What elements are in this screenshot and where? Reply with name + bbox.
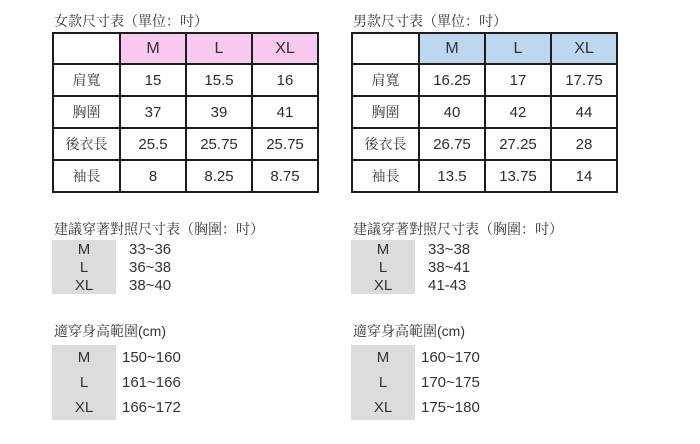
size-range: 38~41 bbox=[428, 258, 471, 276]
size-value-cell: 16 bbox=[252, 64, 318, 96]
size-value-cell: 14 bbox=[551, 160, 617, 192]
size-label: XL bbox=[52, 395, 116, 420]
size-value-cell: 26.75 bbox=[419, 128, 485, 160]
measurement-label-cell: 袖長 bbox=[352, 160, 419, 192]
table-row bbox=[352, 160, 617, 192]
men-height-guide-title: 適穿身高範圍(cm) bbox=[353, 323, 465, 339]
table-row bbox=[352, 64, 617, 96]
size-value-cell: 8 bbox=[120, 160, 186, 192]
measurement-label-cell: 肩寬 bbox=[53, 64, 120, 96]
size-value-cell: 15.5 bbox=[186, 64, 252, 96]
men-chest-guide-title: 建議穿著對照尺寸表（胸圍：吋） bbox=[353, 221, 563, 237]
size-label: M bbox=[52, 240, 116, 258]
measurement-label-cell: 肩寬 bbox=[352, 64, 419, 96]
size-label: L bbox=[351, 370, 415, 395]
women-size-table-title: 女款尺寸表（單位：吋） bbox=[54, 13, 208, 29]
men-size-table bbox=[351, 32, 618, 193]
table-row bbox=[53, 128, 318, 160]
measurement-label-cell: 胸圍 bbox=[352, 96, 419, 128]
men-chest-guide-rows bbox=[351, 240, 470, 294]
size-label: L bbox=[52, 370, 116, 395]
chest-guide-row bbox=[351, 276, 470, 294]
size-value-cell: 13.5 bbox=[419, 160, 485, 192]
size-range: 166~172 bbox=[122, 399, 181, 416]
size-value-cell: 8.75 bbox=[252, 160, 318, 192]
women-chest-guide-title: 建議穿著對照尺寸表（胸圍：吋） bbox=[54, 221, 264, 237]
size-range: 170~175 bbox=[421, 374, 480, 391]
table-row bbox=[352, 128, 617, 160]
size-col-header-xl: XL bbox=[551, 33, 617, 64]
size-value-cell: 25.5 bbox=[120, 128, 186, 160]
height-guide-row bbox=[52, 370, 181, 395]
size-value-cell: 8.25 bbox=[186, 160, 252, 192]
chest-guide-row bbox=[351, 258, 470, 276]
size-col-header-m: M bbox=[120, 33, 186, 64]
chest-guide-row bbox=[52, 276, 171, 294]
size-value-cell: 28 bbox=[551, 128, 617, 160]
height-guide-row bbox=[52, 395, 181, 420]
table-row bbox=[53, 96, 318, 128]
measurement-label-cell: 袖長 bbox=[53, 160, 120, 192]
corner-cell bbox=[53, 33, 120, 64]
size-range: 33~38 bbox=[428, 240, 471, 258]
size-label: M bbox=[351, 345, 415, 370]
size-label: L bbox=[351, 258, 415, 276]
women-height-guide-title: 適穿身高範圍(cm) bbox=[54, 323, 166, 339]
men-size-table-title: 男款尺寸表（單位：吋） bbox=[353, 13, 507, 29]
size-range: 150~160 bbox=[122, 349, 181, 366]
chest-guide-row bbox=[351, 240, 470, 258]
table-row bbox=[352, 96, 617, 128]
size-range: 161~166 bbox=[122, 374, 181, 391]
size-range: 38~40 bbox=[129, 276, 172, 294]
table-header-row bbox=[352, 33, 617, 64]
size-value-cell: 17.75 bbox=[551, 64, 617, 96]
size-range: 175~180 bbox=[421, 399, 480, 416]
women-height-guide-rows bbox=[52, 345, 181, 420]
size-label: XL bbox=[351, 276, 415, 294]
size-col-header-l: L bbox=[485, 33, 551, 64]
size-value-cell: 44 bbox=[551, 96, 617, 128]
size-range: 36~38 bbox=[129, 258, 172, 276]
measurement-label-cell: 胸圍 bbox=[53, 96, 120, 128]
size-value-cell: 15 bbox=[120, 64, 186, 96]
size-value-cell: 40 bbox=[419, 96, 485, 128]
measurement-label-cell: 後衣長 bbox=[53, 128, 120, 160]
women-chest-guide-rows bbox=[52, 240, 171, 294]
size-label: M bbox=[351, 240, 415, 258]
women-size-table bbox=[52, 32, 319, 193]
size-range: 33~36 bbox=[129, 240, 172, 258]
size-value-cell: 13.75 bbox=[485, 160, 551, 192]
size-label: M bbox=[52, 345, 116, 370]
size-col-header-m: M bbox=[419, 33, 485, 64]
size-value-cell: 42 bbox=[485, 96, 551, 128]
corner-cell bbox=[352, 33, 419, 64]
height-guide-row bbox=[351, 345, 480, 370]
size-value-cell: 16.25 bbox=[419, 64, 485, 96]
height-guide-row bbox=[351, 395, 480, 420]
measurement-label-cell: 後衣長 bbox=[352, 128, 419, 160]
table-header-row bbox=[53, 33, 318, 64]
size-label: L bbox=[52, 258, 116, 276]
men-height-guide-rows bbox=[351, 345, 480, 420]
chest-guide-row bbox=[52, 240, 171, 258]
height-guide-row bbox=[52, 345, 181, 370]
size-value-cell: 37 bbox=[120, 96, 186, 128]
size-value-cell: 27.25 bbox=[485, 128, 551, 160]
chest-guide-row bbox=[52, 258, 171, 276]
women-panel bbox=[52, 0, 352, 444]
size-range: 160~170 bbox=[421, 349, 480, 366]
size-label: XL bbox=[351, 395, 415, 420]
size-value-cell: 17 bbox=[485, 64, 551, 96]
size-label: XL bbox=[52, 276, 116, 294]
size-value-cell: 39 bbox=[186, 96, 252, 128]
size-range: 41-43 bbox=[428, 276, 467, 294]
size-value-cell: 25.75 bbox=[186, 128, 252, 160]
size-value-cell: 25.75 bbox=[252, 128, 318, 160]
size-col-header-l: L bbox=[186, 33, 252, 64]
men-panel bbox=[351, 0, 651, 444]
height-guide-row bbox=[351, 370, 480, 395]
table-row bbox=[53, 160, 318, 192]
size-value-cell: 41 bbox=[252, 96, 318, 128]
size-col-header-xl: XL bbox=[252, 33, 318, 64]
table-row bbox=[53, 64, 318, 96]
